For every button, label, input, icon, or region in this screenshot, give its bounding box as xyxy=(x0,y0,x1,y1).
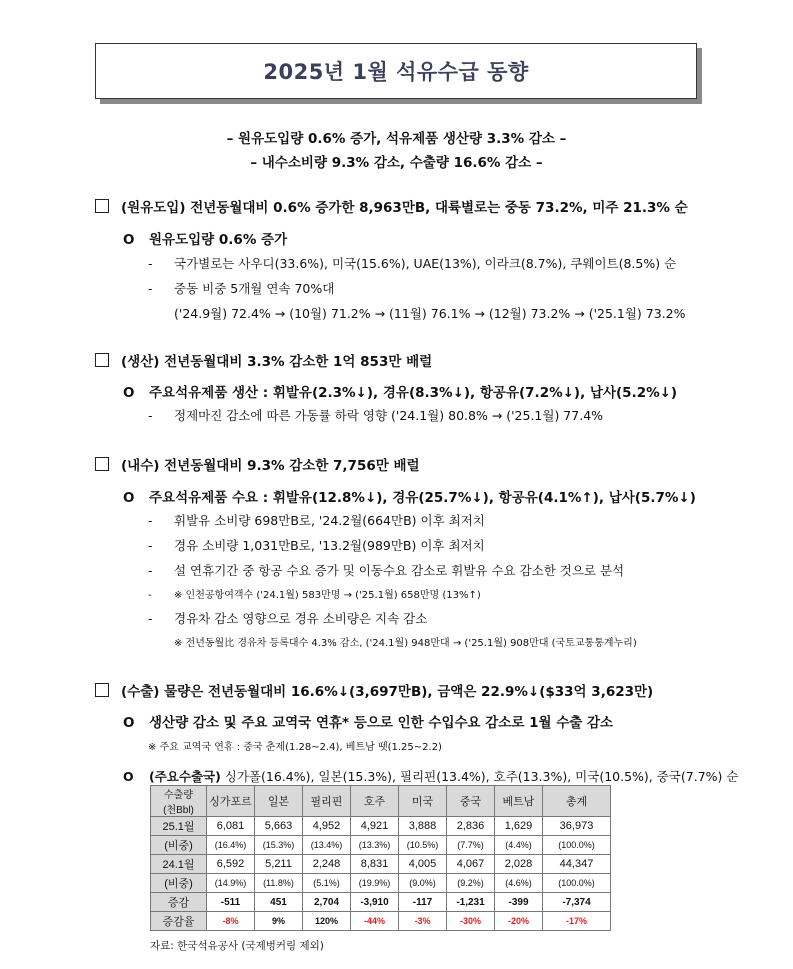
col-header: 싱가포르 xyxy=(207,786,255,817)
table-cell: 1,629 xyxy=(495,817,543,836)
note-diesel: ※ 전년동월比 경유차 등록대수 4.3% 감소, ('24.1월) 948만대 → ('25.1월) 908만대 (국토교통통계누리) xyxy=(174,638,637,649)
row-label: 증감 xyxy=(151,893,207,912)
row-label: (비중) xyxy=(151,874,207,893)
table-cell: 5,211 xyxy=(255,855,303,874)
col-header: 일본 xyxy=(255,786,303,817)
section-crude-import xyxy=(95,196,688,216)
table-cell: 451 xyxy=(255,893,303,912)
section-heading: (원유도입) 전년동월대비 0.6% 증가한 8,963만B, 대륙별로는 중동 73.2%, 미주 21.3% 순 xyxy=(121,200,688,216)
table-cell: 4,952 xyxy=(303,817,351,836)
circle-bullet-icon: O xyxy=(123,385,135,401)
bullet-domestic xyxy=(123,486,696,506)
table-cell: (14.9%) xyxy=(207,874,255,893)
checkbox-icon xyxy=(95,457,109,471)
table-cell: -117 xyxy=(399,893,447,912)
section-heading: (내수) 전년동월대비 9.3% 감소한 7,756만 배럴 xyxy=(121,458,420,474)
section-domestic xyxy=(95,454,420,474)
table-cell: -7,374 xyxy=(543,893,611,912)
table-cell: -30% xyxy=(447,912,495,931)
table-cell: 2,248 xyxy=(303,855,351,874)
circle-bullet-icon: O xyxy=(123,232,135,248)
table-cell: 6,592 xyxy=(207,855,255,874)
col-header: 베트남 xyxy=(495,786,543,817)
dash-icon: - xyxy=(148,590,152,601)
table-cell: (13.3%) xyxy=(351,836,399,855)
dash-item xyxy=(148,279,334,297)
dash-text: 휘발유 소비량 698만B로, '24.2월(664만B) 이후 최저치 xyxy=(174,513,485,528)
table-cell: (10.5%) xyxy=(399,836,447,855)
row-label: 증감율 xyxy=(151,912,207,931)
export-table xyxy=(150,785,611,931)
col-header: 총계 xyxy=(543,786,611,817)
circle-bullet-icon: O xyxy=(123,490,135,506)
bullet-text: 생산량 감소 및 주요 교역국 연휴* 등으로 인한 수입수요 감소로 1월 수출 감소 xyxy=(149,715,614,731)
checkbox-icon xyxy=(95,683,109,697)
col-header: 필리핀 xyxy=(303,786,351,817)
table-cell: (11.8%) xyxy=(255,874,303,893)
table-cell: (7.7%) xyxy=(447,836,495,855)
note-text: ※ 인천공항여객수 ('24.1월) 583만명 → ('25.1월) 658만명 (13%↑) xyxy=(174,590,481,601)
dash-icon: - xyxy=(148,256,153,271)
source-note: 자료: 한국석유공사 (국제벙커링 제외) xyxy=(150,940,324,952)
table-cell: 6,081 xyxy=(207,817,255,836)
page-title: 2025년 1월 석유수급 동향 xyxy=(263,60,529,84)
middle-east-trend: ('24.9월) 72.4% → (10월) 71.2% → (11월) 76.1% → (12월) 73.2% → ('25.1월) 73.2% xyxy=(174,306,686,321)
table-cell: (100.0%) xyxy=(543,874,611,893)
table-cell: (4.6%) xyxy=(495,874,543,893)
dash-text: 경유 소비량 1,031만B로, '13.2월(989만B) 이후 최저치 xyxy=(174,538,485,553)
corner-label: 수출량 xyxy=(164,790,193,801)
row-label: 25.1월 xyxy=(151,817,207,836)
corner-unit: (천Bbl) xyxy=(163,805,194,816)
row-label: 24.1월 xyxy=(151,855,207,874)
table-cell: -511 xyxy=(207,893,255,912)
dash-text: 설 연휴기간 중 항공 수요 증가 및 이동수요 감소로 휘발유 수요 감소한 것으로 분석 xyxy=(174,563,625,578)
table-row xyxy=(151,817,611,836)
section-heading: (수출) 물량은 전년동월대비 16.6%↓(3,697만B), 금액은 22.9%↓($33억 3,623만) xyxy=(121,684,654,700)
table-cell: -17% xyxy=(543,912,611,931)
dash-item xyxy=(148,586,481,601)
dash-item xyxy=(148,561,624,579)
table-corner xyxy=(151,786,207,817)
table-cell: 4,067 xyxy=(447,855,495,874)
table-row xyxy=(151,912,611,931)
subtitle-2: – 내수소비량 9.3% 감소, 수출량 16.6% 감소 – xyxy=(250,155,543,171)
table-cell: -1,231 xyxy=(447,893,495,912)
table-cell: -44% xyxy=(351,912,399,931)
table-cell: 9% xyxy=(255,912,303,931)
bullet-crude xyxy=(123,228,287,248)
subtitle-1: – 원유도입량 0.6% 증가, 석유제품 생산량 3.3% 감소 – xyxy=(226,131,567,147)
table-row xyxy=(151,874,611,893)
table-cell: 5,663 xyxy=(255,817,303,836)
table-cell: -20% xyxy=(495,912,543,931)
circle-bullet-icon: O xyxy=(123,715,135,731)
dash-text: 정제마진 감소에 따른 가동률 하락 영향 ('24.1월) 80.8% → ('25.1월) 77.4% xyxy=(174,408,604,423)
table-cell: 4,921 xyxy=(351,817,399,836)
table-cell: 120% xyxy=(303,912,351,931)
dash-item xyxy=(148,511,485,529)
title-box xyxy=(95,43,697,99)
note-holiday: ※ 주요 교역국 연휴 : 중국 춘제(1.28~2.4), 베트남 뗏(1.25~2.2) xyxy=(148,742,442,753)
dash-icon: - xyxy=(148,281,153,296)
dash-icon: - xyxy=(148,408,153,423)
table-cell: (15.3%) xyxy=(255,836,303,855)
dash-icon: - xyxy=(148,513,153,528)
table-cell: 4,005 xyxy=(399,855,447,874)
bullet-export xyxy=(123,711,613,731)
section-heading: (생산) 전년동월대비 3.3% 감소한 1억 853만 배럴 xyxy=(121,354,433,370)
col-header: 중국 xyxy=(447,786,495,817)
bullet-text: 싱가폴(16.4%), 일본(15.3%), 필리핀(13.4%), 호주(13.3%), 미국(10.5%), 중국(7.7%) 순 xyxy=(220,769,739,784)
bullet-text: 주요석유제품 수요 : 휘발유(12.8%↓), 경유(25.7%↓), 항공유(4.1%↑), 납사(5.7%↓) xyxy=(149,490,696,506)
circle-bullet-icon: O xyxy=(123,769,134,784)
dash-text: 경유차 감소 영향으로 경유 소비량은 지속 감소 xyxy=(174,611,428,626)
bullet-label: (주요수출국) xyxy=(149,769,221,784)
table-cell: (100.0%) xyxy=(543,836,611,855)
table-cell: -8% xyxy=(207,912,255,931)
bullet-production xyxy=(123,381,677,401)
table-cell: 44,347 xyxy=(543,855,611,874)
table-cell: 36,973 xyxy=(543,817,611,836)
bullet-text: 원유도입량 0.6% 증가 xyxy=(149,232,288,248)
dash-item xyxy=(148,536,485,554)
dash-item xyxy=(148,406,603,424)
table-cell: -399 xyxy=(495,893,543,912)
table-cell: -3% xyxy=(399,912,447,931)
table-cell: (9.0%) xyxy=(399,874,447,893)
table-cell: 2,028 xyxy=(495,855,543,874)
row-label: (비중) xyxy=(151,836,207,855)
dash-item xyxy=(148,254,676,272)
table-cell: -3,910 xyxy=(351,893,399,912)
table-cell: 3,888 xyxy=(399,817,447,836)
table-cell: (5.1%) xyxy=(303,874,351,893)
col-header: 미국 xyxy=(399,786,447,817)
checkbox-icon xyxy=(95,199,109,213)
table-cell: 8,831 xyxy=(351,855,399,874)
bullet-text: 주요석유제품 생산 : 휘발유(2.3%↓), 경유(8.3%↓), 항공유(7.2%↓), 납사(5.2%↓) xyxy=(149,385,678,401)
dash-icon: - xyxy=(148,538,153,553)
section-production xyxy=(95,350,432,370)
table-cell: (13.4%) xyxy=(303,836,351,855)
table-cell: (19.9%) xyxy=(351,874,399,893)
dash-icon: - xyxy=(148,563,153,578)
bullet-export-countries xyxy=(123,767,738,785)
dash-text: 국가별로는 사우디(33.6%), 미국(15.6%), UAE(13%), 이라크(8.7%), 쿠웨이트(8.5%) 순 xyxy=(174,256,677,271)
checkbox-icon xyxy=(95,353,109,367)
table-cell: (16.4%) xyxy=(207,836,255,855)
table-row xyxy=(151,855,611,874)
table-cell: (4.4%) xyxy=(495,836,543,855)
table-cell: (9.2%) xyxy=(447,874,495,893)
table-row xyxy=(151,893,611,912)
section-export xyxy=(95,680,653,700)
table-cell: 2,836 xyxy=(447,817,495,836)
table-row xyxy=(151,836,611,855)
dash-item xyxy=(148,609,427,627)
dash-text: 중동 비중 5개월 연속 70%대 xyxy=(174,281,335,296)
table-cell: 2,704 xyxy=(303,893,351,912)
dash-icon: - xyxy=(148,611,153,626)
col-header: 호주 xyxy=(351,786,399,817)
